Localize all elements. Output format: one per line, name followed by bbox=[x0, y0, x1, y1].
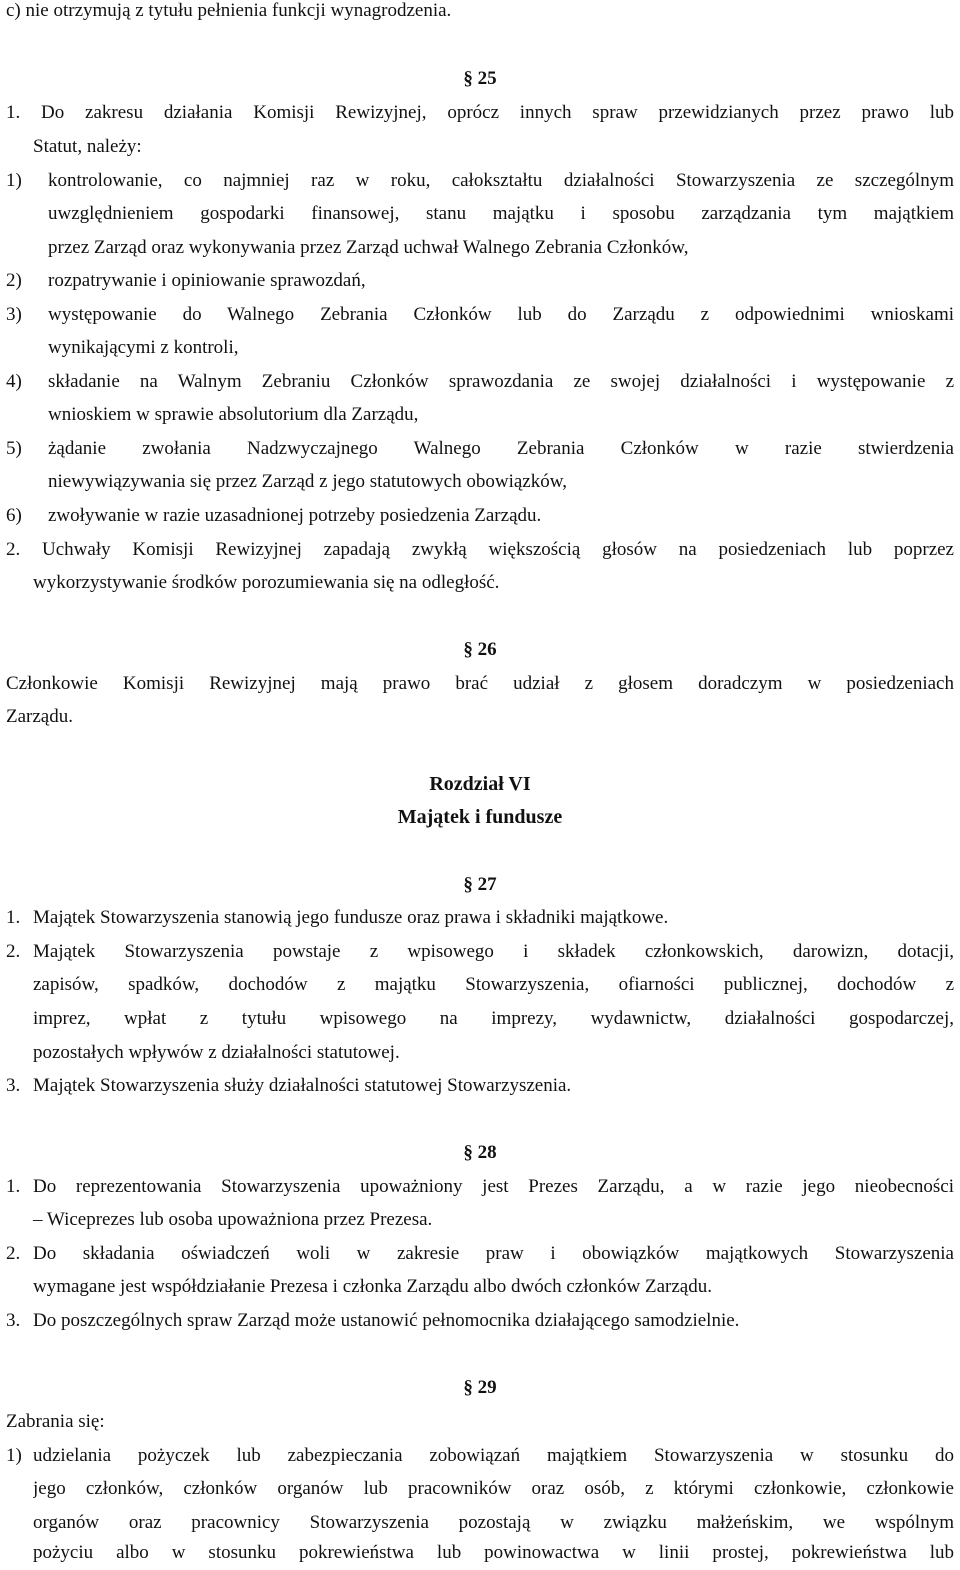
s29-item-1-line-2: jego członków, członków organów lub pracowników oraz osób, z którymi członkowie, członkowie bbox=[33, 1478, 954, 1499]
s25-item-1-line-3: przez Zarząd oraz wykonywania przez Zarząd uchwał Walnego Zebrania Członków, bbox=[48, 237, 689, 258]
s28-point-1-line-1: Do reprezentowania Stowarzyszenia upoważniony jest Prezes Zarządu, a w razie jego nieobecności bbox=[33, 1176, 954, 1197]
section-heading-29: § 29 bbox=[463, 1377, 497, 1398]
s28-point-num: 1. bbox=[6, 1176, 21, 1197]
s25-item-num: 5) bbox=[6, 438, 22, 459]
chapter-title: Rozdział VI bbox=[429, 773, 531, 795]
s28-point-num: 3. bbox=[6, 1310, 21, 1331]
section-heading-25: § 25 bbox=[463, 68, 497, 89]
s25-item-2-line-1: rozpatrywanie i opiniowanie sprawozdań, bbox=[48, 270, 366, 291]
s29-item-num: 1) bbox=[6, 1445, 22, 1466]
s27-point-num: 1. bbox=[6, 907, 21, 928]
s25-item-num: 1) bbox=[6, 170, 22, 191]
s27-point-2-line-1: Majątek Stowarzyszenia powstaje z wpisowego i składek członkowskich, darowizn, dotacji, bbox=[33, 941, 954, 962]
s25-item-num: 6) bbox=[6, 505, 22, 526]
s29-item-1-line-1: udzielania pożyczek lub zabezpieczania zobowiązań majątkiem Stowarzyszenia w stosunku do bbox=[33, 1445, 954, 1466]
s28-point-1-line-2: – Wiceprezes lub osoba upoważniona przez Prezesa. bbox=[33, 1209, 433, 1230]
s25-item-1-line-1: kontrolowanie, co najmniej raz w roku, całokształtu działalności Stowarzyszenia ze szczególnym bbox=[48, 170, 954, 191]
s26-line-1: Członkowie Komisji Rewizyjnej mają prawo brać udział z głosem doradczym w posiedzeniach bbox=[6, 673, 954, 694]
s27-point-num: 2. bbox=[6, 941, 21, 962]
s25-p1-line-2: Statut, należy: bbox=[33, 136, 142, 157]
s25-item-4-line-2: wnioskiem w sprawie absolutorium dla Zarządu, bbox=[48, 404, 419, 425]
list-item-c: c) nie otrzymują z tytułu pełnienia funkcji wynagrodzenia. bbox=[6, 0, 452, 21]
s25-p2-line-2: wykorzystywanie środków porozumiewania się na odległość. bbox=[33, 572, 500, 593]
s25-item-3-line-1: występowanie do Walnego Zebrania Członków lub do Zarządu z odpowiednimi wnioskami bbox=[48, 304, 954, 325]
s25-item-num: 4) bbox=[6, 371, 22, 392]
chapter-subtitle: Majątek i fundusze bbox=[397, 806, 563, 828]
section-heading-27: § 27 bbox=[463, 874, 497, 895]
s25-item-6-line-1: zwoływanie w razie uzasadnionej potrzeby posiedzenia Zarządu. bbox=[48, 505, 542, 526]
s28-point-2-line-2: wymagane jest współdziałanie Prezesa i członka Zarządu albo dwóch członków Zarządu. bbox=[33, 1276, 712, 1297]
s27-point-3-line-1: Majątek Stowarzyszenia służy działalności statutowej Stowarzyszenia. bbox=[33, 1075, 572, 1096]
s27-point-num: 3. bbox=[6, 1075, 21, 1096]
s25-item-5-line-2: niewywiązywania się przez Zarząd z jego statutowych obowiązków, bbox=[48, 471, 567, 492]
s25-p1-line-1: 1. Do zakresu działania Komisji Rewizyjnej, oprócz innych spraw przewidzianych przez prawo lub bbox=[6, 102, 954, 123]
s25-p2-line-1: 2. Uchwały Komisji Rewizyjnej zapadają zwykłą większością głosów na posiedzeniach lub poprzez bbox=[6, 539, 954, 560]
section-heading-28: § 28 bbox=[463, 1142, 497, 1163]
s29-intro: Zabrania się: bbox=[6, 1411, 105, 1432]
s27-point-1-line-1: Majątek Stowarzyszenia stanowią jego fundusze oraz prawa i składniki majątkowe. bbox=[33, 907, 669, 928]
s29-item-1-line-3: organów oraz pracownicy Stowarzyszenia pozostają w związku małżeńskim, we wspólnym bbox=[33, 1512, 954, 1533]
section-heading-26: § 26 bbox=[463, 639, 497, 660]
s29-item-1-line-4: pożyciu albo w stosunku pokrewieństwa lub powinowactwa w linii prostej, pokrewieństwa lub bbox=[33, 1542, 954, 1563]
s25-item-num: 2) bbox=[6, 270, 22, 291]
s25-item-1-line-2: uwzględnieniem gospodarki finansowej, stanu majątku i sposobu zarządzania tym majątkiem bbox=[48, 203, 954, 224]
s26-line-2: Zarządu. bbox=[6, 706, 73, 727]
s25-item-num: 3) bbox=[6, 304, 22, 325]
s27-point-2-line-3: imprez, wpłat z tytułu wpisowego na imprezy, wydawnictw, działalności gospodarczej, bbox=[33, 1008, 954, 1029]
s25-item-5-line-1: żądanie zwołania Nadzwyczajnego Walnego Zebrania Członków w razie stwierdzenia bbox=[48, 438, 954, 459]
s28-point-2-line-1: Do składania oświadczeń woli w zakresie praw i obowiązków majątkowych Stowarzyszenia bbox=[33, 1243, 954, 1264]
s28-point-3-line-1: Do poszczególnych spraw Zarząd może ustanowić pełnomocnika działającego samodzielnie. bbox=[33, 1310, 740, 1331]
s27-point-2-line-2: zapisów, spadków, dochodów z majątku Stowarzyszenia, ofiarności publicznej, dochodów z bbox=[33, 974, 954, 995]
s28-point-num: 2. bbox=[6, 1243, 21, 1264]
s25-item-4-line-1: składanie na Walnym Zebraniu Członków sprawozdania ze swojej działalności i występowanie z bbox=[48, 371, 954, 392]
s25-item-3-line-2: wynikającymi z kontroli, bbox=[48, 337, 239, 358]
s27-point-2-line-4: pozostałych wpływów z działalności statutowej. bbox=[33, 1042, 400, 1063]
